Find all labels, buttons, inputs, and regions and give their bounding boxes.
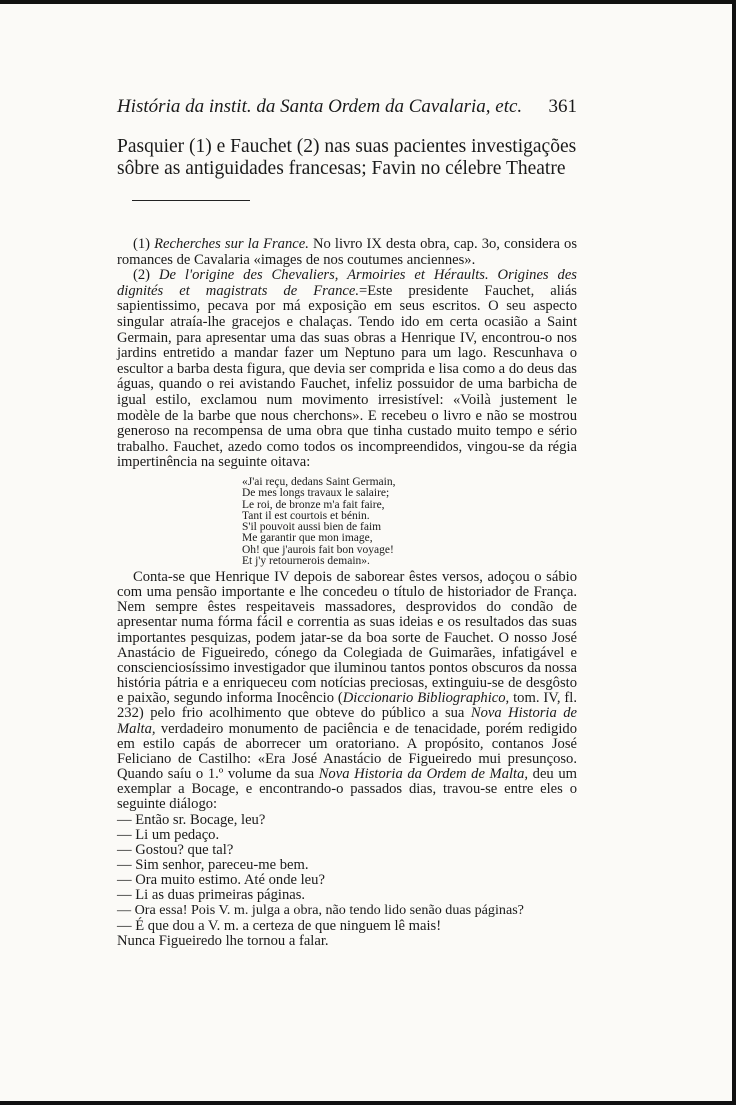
text-run: tom. IV, fl. 232) pelo frio acolhimento que obteve do público a sua [117,690,577,722]
dialogue-line: — Ora muito estimo. Até onde leu? [117,872,325,889]
poem-line: De mes longs travaux le salaire; [242,487,390,500]
continuation-paragraph [117,570,577,813]
main-text [117,136,577,180]
italic-run: Nova Historia de Malta, [117,705,577,737]
footnotes [117,237,577,567]
closing-line: Nunca Figueiredo lhe tornou a falar. [117,932,329,949]
footnote-text: =Este presidente Fauchet, aliás sapientissimo, pecava por má exposição em seus escritos. O seu aspecto singular atraía-lhe gracejos e chalaças. Tendo ido em certa ocasião a Saint Germain, para apresentar uma das suas obras a Henrique IV, encontrou-o nos jardins entretido a mandar fazer um Neptuno para um lago. Rescunhava o escultor a barba desta figura, que devia ser comprida e lisa como a do deus das águas, quando o rei avistando Fauchet, infeliz possuidor de uma barbicha de igual estilo, exclamou num movimento irresistível: «Voilà justement le modèle de la barbe que nous cherchons». E recebeu o livro e não se mostrou generoso na recompensa de uma obra que tinha custado muito tempo e sério trabalho. Fauchet, azedo como todos os incompreendidos, vingou-se da régia impertinência na seguinte oitava: [117,282,577,471]
running-title: História da instit. da Santa Ordem da Cavalaria, etc. [117,96,523,117]
dialogue-line: — Sim senhor, pareceu-me bem. [117,856,309,873]
poem-line: Me garantir que mon image, [242,532,373,545]
dialogue-line: — Li as duas primeiras páginas. [117,887,306,904]
italic-run: Diccionario Bibliographico, [342,690,510,707]
text-run: Conta-se que Henrique IV depois de saborear êstes versos, adoçou o sábio com uma pensão importante e lhe concedeu o título de historiador de França. Nem sempre êstes respeitaveis massadores, desprovidos do condão de apresentar numa fórma fácil e correntia as suas ideias e os resultados das suas importantes pesquizas, podem jatar-se da boa sorte de Fauchet. O nosso José Anastácio de Figueiredo, cónego da Colegiada de Guimarães, infatigável e conscienciosíssimo investigador que iluminou tantos pontos obscuros da nossa história pátria e a enriqueceu com notícias preciosas, extinguiu-se de desgôsto e paixão, segundo informa Inocêncio ( [117,569,577,707]
poem-line: S'il pouvoit aussi bien de faim [242,521,382,534]
dialogue-line: — Li um pedaço. [117,826,220,843]
main-text-line: sôbre as antiguidades francesas; Favin no célebre Theatre [117,158,566,179]
text-run: deu um exemplar a Bocage, e encontrando-o passados dias, travou-se entre eles o seguinte diálogo: [117,766,577,813]
dialogue-line: — É que dou a V. m. a certeza de que ninguem lê mais! [117,917,442,934]
footnote-title: De l'origine des Chevaliers, Armoiries et Héraults. Origines des dignités et magistrats de France. [117,267,577,299]
running-header [117,96,577,118]
italic-run: Nova Historia da Ordem de Malta, [318,766,529,783]
footnote-rule [132,200,250,201]
footnote-marker: (2) [133,267,151,284]
footnote-1 [117,237,577,268]
dialogue-line: — Ora essa! Pois V. m. julga a obra, não tendo lido senão duas páginas? [117,902,524,919]
footnote-marker: (1) [133,236,151,252]
footnote-title: Recherches sur la France. [154,236,309,252]
footnote-text: No livro IX desta obra, cap. 3o, considera os romances de Cavalaria «images de nos coutumes anciennes». [117,236,577,268]
continuation-text [117,570,577,949]
dialogue [117,813,577,949]
poem-line: Et j'y retournerois demain». [242,554,370,567]
poem-line: Le roi, de bronze m'a fait faire, [242,498,385,511]
main-text-line: Pasquier (1) e Fauchet (2) nas suas pacientes investigações [117,136,577,157]
poem-line: «J'ai reçu, dedans Saint Germain, [242,475,396,488]
poem-line: Oh! que j'aurois fait bon voyage! [242,543,394,556]
footnote-2 [117,268,577,471]
dialogue-line: — Então sr. Bocage, leu? [117,811,266,828]
dialogue-line: — Gostou? que tal? [117,841,234,858]
page-number: 361 [548,96,577,117]
text-run: verdadeiro monumento de paciência e de tenacidade, porém redigido em estilo capás de aborrecer um oratoriano. A propósito, contanos José Feliciano de Castilho: «Era José Anastácio de Figueiredo mui presunçoso. Quando saíu o 1.º volume da sua [117,720,577,783]
poem [242,477,577,567]
poem-line: Tant il est courtois et bénin. [242,509,370,522]
